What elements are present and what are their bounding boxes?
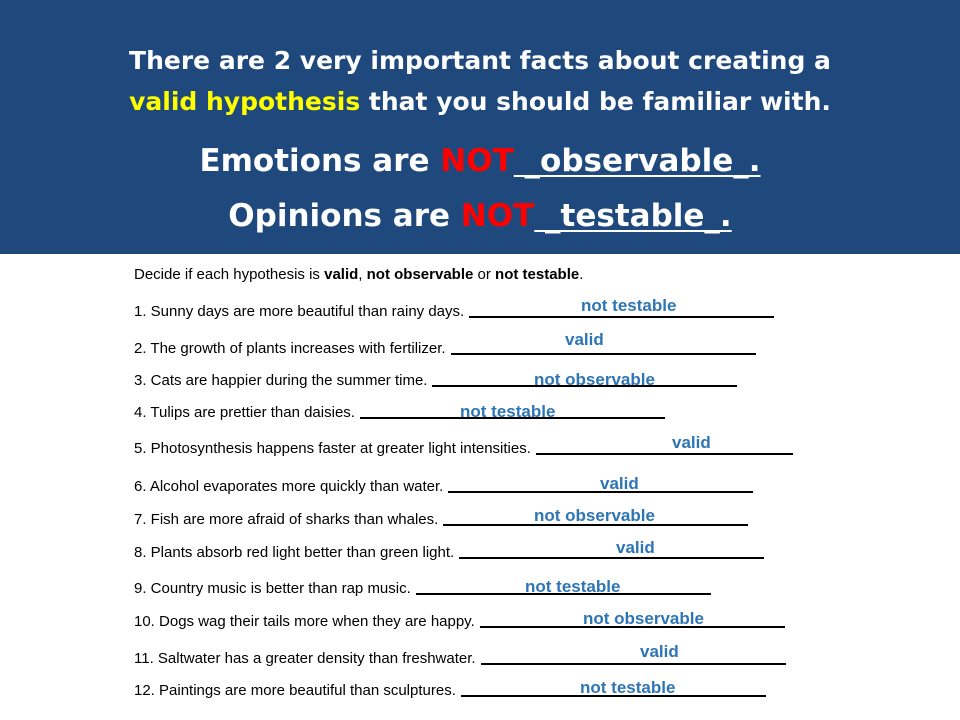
- question-text: 5. Photosynthesis happens faster at greater light intensities.: [134, 440, 531, 457]
- intro-text: [0, 40, 960, 122]
- fact2-blank-left: _: [534, 198, 561, 234]
- answer-text: valid: [565, 330, 604, 349]
- title-end: .: [579, 266, 584, 283]
- question-text: 6. Alcohol evaporates more quickly than water.: [134, 478, 444, 495]
- header-banner: [0, 0, 960, 254]
- question-text: 8. Plants absorb red light better than green light.: [134, 544, 455, 561]
- question-text: 3. Cats are happier during the summer time.: [134, 372, 428, 389]
- answer-text: not testable: [580, 678, 676, 697]
- answer-text: not observable: [583, 609, 704, 628]
- title-sep: ,: [358, 266, 367, 283]
- question-text: 1. Sunny days are more beautiful than rainy days.: [134, 303, 465, 320]
- question-text: 9. Country music is better than rap music.: [134, 580, 411, 597]
- title-not-testable: not testable: [495, 266, 580, 283]
- answer-text: not observable: [534, 370, 655, 389]
- fact1-answer: observable: [540, 143, 734, 179]
- list-item: [134, 580, 711, 597]
- question-text: 2. The growth of plants increases with fertilizer.: [134, 340, 446, 357]
- fact2-answer: testable: [560, 198, 705, 234]
- question-text: 4. Tulips are prettier than daisies.: [134, 404, 355, 421]
- answer-blank: [469, 316, 774, 318]
- fact1-blank-right: _.: [733, 143, 761, 179]
- fact-emotions: [0, 141, 960, 181]
- title-valid: valid: [324, 266, 359, 283]
- intro-line-2-rest: that you should be familiar with.: [360, 87, 831, 116]
- title-prefix: Decide if each hypothesis is: [134, 266, 325, 283]
- intro-highlight: valid hypothesis: [129, 87, 361, 116]
- fact1-not: NOT: [440, 143, 514, 179]
- title-not-observable: not observable: [366, 266, 474, 283]
- answer-text: not testable: [581, 296, 677, 315]
- answer-blank: [451, 353, 756, 355]
- question-text: 7. Fish are more afraid of sharks than whales.: [134, 511, 439, 528]
- list-item: [134, 478, 753, 495]
- answer-text: valid: [600, 474, 639, 493]
- answer-blank: [481, 663, 786, 665]
- list-item: [134, 650, 786, 667]
- answer-text: valid: [616, 538, 655, 557]
- worksheet-title: [134, 266, 583, 283]
- answer-blank: [459, 557, 764, 559]
- fact-opinions: [0, 196, 960, 236]
- answer-blank: [536, 453, 793, 455]
- list-item: [134, 544, 764, 561]
- answer-text: not testable: [460, 402, 556, 421]
- title-or: or: [473, 266, 496, 283]
- fact2-prefix: Opinions are: [228, 198, 461, 234]
- intro-line-2: [0, 81, 960, 122]
- worksheet: [0, 254, 960, 720]
- question-text: 11. Saltwater has a greater density than freshwater.: [134, 650, 476, 667]
- intro-line-1: There are 2 very important facts about creating a: [129, 46, 831, 75]
- list-item: [134, 511, 748, 528]
- answer-text: not testable: [525, 577, 621, 596]
- fact1-blank-left: _: [513, 143, 541, 179]
- answer-text: valid: [672, 433, 711, 452]
- answer-text: not observable: [534, 506, 655, 525]
- question-text: 10. Dogs wag their tails more when they are happy.: [134, 613, 475, 630]
- list-item: [134, 340, 756, 357]
- list-item: [134, 404, 665, 421]
- fact2-blank-right: _.: [704, 198, 732, 234]
- question-text: 12. Paintings are more beautiful than sculptures.: [134, 682, 456, 699]
- list-item: [134, 303, 774, 320]
- fact1-prefix: Emotions are: [199, 143, 441, 179]
- fact2-not: NOT: [460, 198, 535, 234]
- answer-text: valid: [640, 642, 679, 661]
